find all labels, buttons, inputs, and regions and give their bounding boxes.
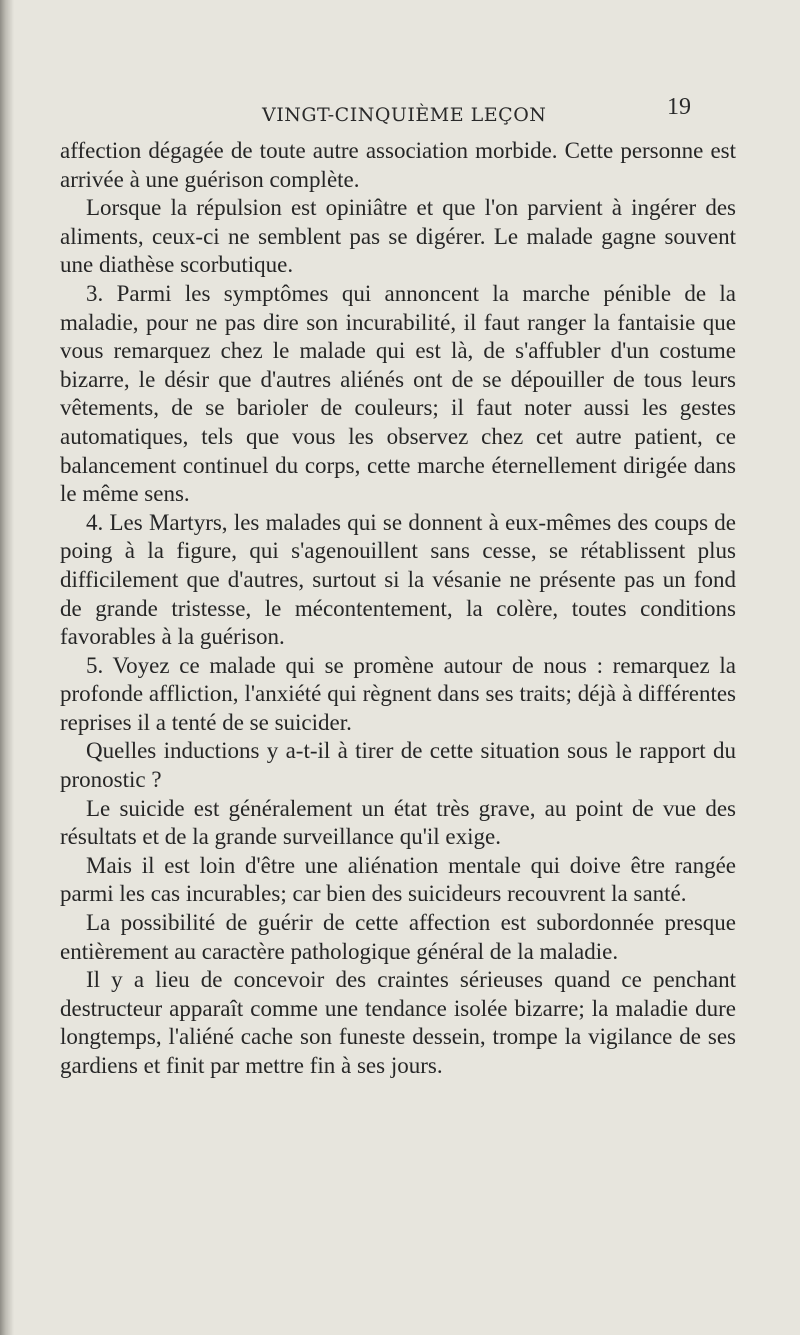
paragraph: Le suicide est généralement un état très grave, au point de vue des résultats et de la grande surveillance qu'il exige.	[60, 795, 736, 850]
paragraph: 5. Voyez ce malade qui se promène autour de nous : remarquez la profonde affliction, l'anxiété qui règnent dans ses traits; déjà à différentes reprises il a tenté de se suicider.	[60, 652, 736, 735]
paragraph: affection dégagée de toute autre association morbide. Cette personne est arrivée à une guérison complète.	[60, 138, 736, 192]
paragraph: 3. Parmi les symptômes qui annoncent la marche pénible de la maladie, pour ne pas dire son incurabilité, il faut ranger la fantaisie que vous remarquez chez le malade qui est là, de s'affubler d'un costume bizarre, le désir que d'autres aliénés ont de se dépouiller de tous leurs vêtements, de se barioler de couleurs; il faut noter aussi les gestes automatiques, tels que vous les observez chez cet autre patient, ce balancement continuel du corps, cette marche éternellement dirigée dans le même sens.	[60, 280, 736, 507]
page-header	[0, 84, 800, 124]
paragraph: Quelles inductions y a-t-il à tirer de cette situation sous le rapport du pronostic ?	[60, 738, 736, 793]
binding-shadow	[0, 0, 14, 1335]
page-number: 19	[667, 94, 691, 120]
running-title: VINGT-CINQUIÈME LEÇON	[262, 104, 547, 126]
body-text	[60, 137, 736, 1081]
paragraph: 4. Les Martyrs, les malades qui se donnent à eux-mêmes des coups de poing à la figure, qui s'agenouillent sans cesse, se rétablissent plus difficilement que d'autres, surtout si la vésanie ne présente pas un fond de grande tristesse, le mécontentement, la colère, toutes conditions favorables à la guérison.	[60, 509, 736, 650]
paragraph: Lorsque la répulsion est opiniâtre et que l'on parvient à ingérer des aliments, ceux-ci ne semblent pas se digérer. Le malade gagne souvent une diathèse scorbutique.	[60, 195, 736, 278]
paragraph: Mais il est loin d'être une aliénation mentale qui doive être rangée parmi les cas incurables; car bien des suicideurs recouvrent la santé.	[60, 852, 736, 907]
paragraph: La possibilité de guérir de cette affection est subordonnée presque entièrement au caractère pathologique général de la maladie.	[60, 910, 736, 964]
paragraph: Il y a lieu de concevoir des craintes sérieuses quand ce penchant destructeur apparaît comme une tendance isolée bizarre; la maladie dure longtemps, l'aliéné cache son funeste dessein, trompe la vigilance de ses gardiens et finit par mettre fin à ses jours.	[60, 967, 736, 1078]
